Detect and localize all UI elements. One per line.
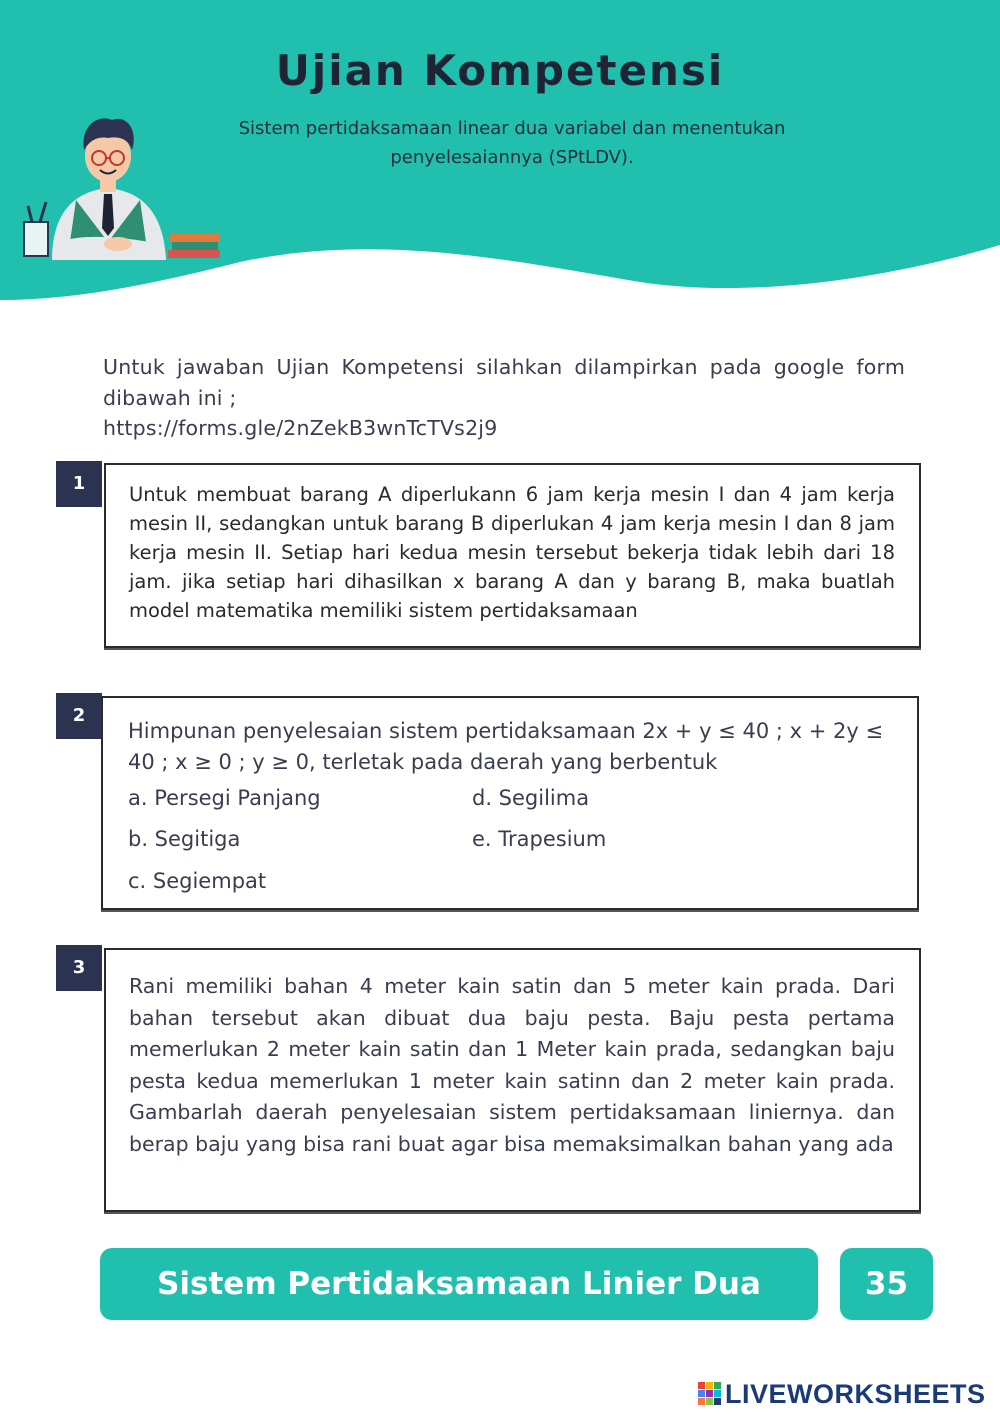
option-a: a. Persegi Panjang — [128, 786, 321, 810]
question-2-number: 2 — [56, 693, 102, 739]
footer-topic-label: Sistem Pertidaksamaan Linier Dua Variabel — [100, 1248, 818, 1320]
page-subtitle: Sistem pertidaksamaan linear dua variabel dan menentukan penyelesaiannya (SPtLDV). — [238, 118, 786, 168]
option-e: e. Trapesium — [472, 827, 607, 851]
liveworksheets-logo-icon — [698, 1382, 722, 1406]
question-3-text: Rani memiliki bahan 4 meter kain satin dan 5 meter kain prada. Dari bahan tersebut akan dibuat dua baju pesta. Baju pesta pertama memerlukan 2 meter kain satin dan 1 Meter kain prada, sedangkan baju pesta kedua memerlukan 1 meter kain satinn dan 2 meter kain prada. Gambarlah daerah penyelesaian sistem pertidaksamaan liniernya. dan berap baju yang bisa rani buat agar bisa memaksimalkan bahan yang ada — [129, 974, 895, 1156]
liveworksheets-brand[interactable] — [698, 1378, 994, 1410]
intro-text-block — [103, 352, 905, 444]
teacher-illustration-icon — [20, 110, 230, 265]
question-1-number: 1 — [56, 461, 102, 507]
brand-name: LIVEWORKSHEETS — [725, 1378, 986, 1409]
intro-instruction: Untuk jawaban Ujian Kompetensi silahkan dilampirkan pada google form dibawah ini ; — [103, 355, 905, 410]
option-c: c. Segiempat — [128, 869, 267, 893]
question-1-text: Untuk membuat barang A diperlukann 6 jam kerja mesin I dan 4 jam kerja mesin II, sedangkan untuk barang B diperlukan 4 jam kerja mesin I dan 8 jam kerja mesin II. Setiap hari kedua mesin tersebut bekerja tidak lebih dari 18 jam. jika setiap hari dihasilkan x barang A dan y barang B, maka buatlah model matematika memiliki sistem pertidaksamaan — [129, 483, 895, 622]
question-2-text: Himpunan penyelesaian sistem pertidaksamaan 2x + y ≤ 40 ; x + 2y ≤ 40 ; x ≥ 0 ; y ≥ 0, terletak pada daerah yang berbentuk — [128, 719, 884, 774]
page-title: Ujian Kompetensi — [275, 46, 725, 95]
option-b: b. Segitiga — [128, 827, 241, 851]
google-form-link[interactable]: https://forms.gle/2nZekB3wnTcTVs2j9 — [103, 416, 498, 440]
option-d: d. Segilima — [472, 786, 590, 810]
question-3-number: 3 — [56, 945, 102, 991]
page-number: 35 — [840, 1248, 933, 1320]
